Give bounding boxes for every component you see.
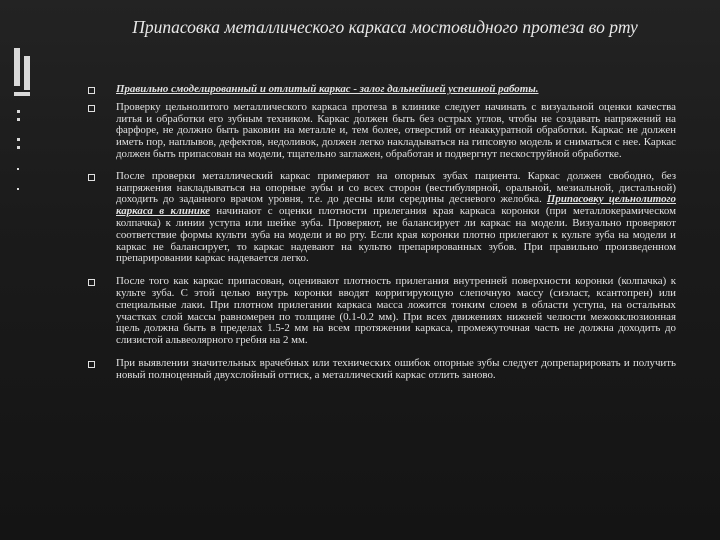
decorative-bar: [17, 110, 20, 113]
decorative-bar: [24, 56, 30, 90]
list-item: [86, 84, 676, 96]
bullet-list: [86, 84, 676, 382]
bullet-icon: [88, 105, 95, 112]
list-item-text: После того как каркас припасован, оценивают плотность прилегания внутренней поверхности коронки (колпачка) к культе зуба. С этой целью внутрь коронки вводят корригирующую слепочную массу (сиэласт, ксантопрен) или специальные лаки. При плотном прилегании каркаса масса ложится тонким слоем в области уступа, на остальных участках слой массы равномерен по толщине (0.1-0.2 мм). При всех движениях нижней челюсти межокклюзионная щель должна быть в пределах 1.5-2 мм на всем протяжении каркаса, промежуточная часть не должна доходить до слизистой альвеолярного гребня на 2 мм.: [116, 275, 676, 347]
decorative-bar: [17, 138, 20, 141]
bullet-icon: [88, 87, 95, 94]
emphasized-phrase: Припасовку цельнолитого каркаса в клинике: [116, 193, 677, 218]
decorative-bar: [17, 118, 20, 121]
bullet-icon: [88, 361, 95, 368]
list-item-text: При выявлении значительных врачебных или технических ошибок опорные зубы следует допрепарировать и получить новый полноценный двухслойный оттиск, а металлический каркас отлить заново.: [116, 356, 676, 381]
decorative-bar: [17, 188, 19, 190]
list-item: [86, 102, 676, 161]
list-item: [86, 171, 676, 265]
list-item-text: [116, 171, 676, 265]
list-item-text: Правильно смоделированный и отлитый каркас - залог дальнейшей успешной работы.: [116, 83, 539, 95]
list-item-text-part: начинают с оценки плотности прилегания края каркаса коронки (при металлокерамическом колпачка) к линии уступа или шейке зуба. Проверяют, не балансирует ли каркас на модели. Визуально проверяют соответствие формы культи зуба на модели и во рту. Если края коронки плотно прилегают к культе зуба на модели и каркас не балансирует, то каркас надевают на культю препарированных зубов. При правильно произведенном препарировании каркас надевается легко.: [116, 205, 676, 265]
slide-title: Припасовка металлического каркаса мостовидного протеза во рту: [132, 17, 638, 37]
decorative-bar: [14, 92, 30, 96]
list-item: [86, 358, 676, 382]
list-item-text-part: После проверки металлический каркас примеряют на опорных зубах пациента. Каркас должен свободно, без напряжения накладываться на опорные зубы и со всех сторон (вестибулярной, оральной, мезиальной, дистальной) доходить до заданного врачом уровня, т.е. до десны или середины десневого желобка.: [116, 169, 676, 206]
decorative-bar: [17, 168, 19, 170]
decorative-bar: [14, 48, 20, 86]
bullet-icon: [88, 279, 95, 286]
list-item: [86, 276, 676, 347]
bullet-icon: [88, 174, 95, 181]
decorative-bar: [17, 146, 20, 149]
list-item-text: Проверку цельнолитого металлического каркаса протеза в клинике следует начинать с визуальной оценки качества литья и обработки его зубным техником. Каркас должен быть без острых углов, чтобы не создавать напряжений на фарфоре, не должно быть раковин на металле и, тем более, отверстий от неаккуратной обработки. Каркас не должен иметь пор, наплывов, дефектов, недоливок, должен легко накладываться на гипсовую модель и сниматься с нее. Каркас должен быть припасован на модели, тщательно заглажен, обработан и подвергнут пескоструйной обработке.: [116, 100, 676, 160]
